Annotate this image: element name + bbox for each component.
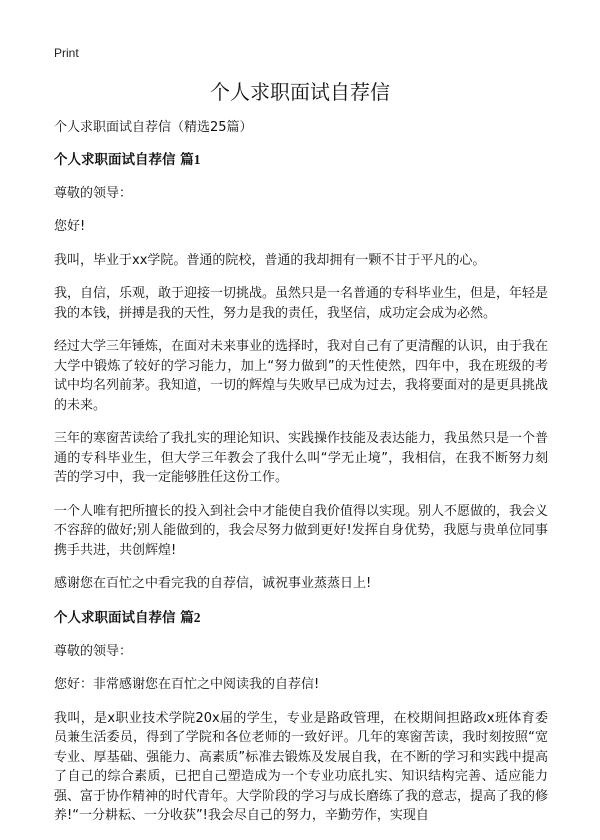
- paragraph: 三年的寒窗苦读给了我扎实的理论知识、实践操作技能及表达能力，我虽然只是一个普通的专科毕业生，但大学三年教会了我什么叫“学无止境”，我相信，在我不断努力刻苦的学习中，我一定能够胜任这份工作。: [54, 431, 549, 485]
- section-heading: [54, 608, 548, 628]
- letter-section-2: [54, 608, 548, 826]
- document-body: [54, 118, 548, 840]
- document-subtitle: 个人求职面试自荐信（精选25篇）: [54, 120, 253, 135]
- section-number: 1: [193, 151, 201, 167]
- document-title: 个人求职面试自荐信: [210, 80, 390, 104]
- greeting: 您好!: [54, 219, 86, 234]
- paragraph: 我，自信，乐观，敢于迎接一切挑战。虽然只是一名普通的专科毕业生，但是，年轻是我的本钱，拼搏是我的天性，努力是我的责任，我坚信，成功定会成为必然。: [54, 286, 549, 321]
- section-heading-text: 个人求职面试自荐信 篇: [54, 609, 194, 626]
- section-number: 2: [193, 609, 201, 625]
- section-heading: [54, 150, 548, 170]
- greeting: 您好：非常感谢您在百忙之中阅读我的自荐信!: [54, 677, 320, 692]
- paragraph: 我叫，是x职业技术学院20x届的学生，专业是路政管理，在校期间担路政x班体育委员兼生活委员，得到了学院和各位老师的一致好评。几年的寒窗苦读，我时刻按照“宽专业、厚基础、强能力、高素质”标准去锻炼及发展自我，在不断的学习和实践中提高了自己的综合素质，已把自己塑造成为一个专业功底扎实、知识结构完善、适应能力强、富于协作精神的时代青年。大学阶段的学习与成长磨练了我的意志，提高了我的修养!“一分耕耘、一分收获”!我会尽自己的努力，辛勤劳作，实现自: [54, 710, 549, 823]
- letter-section-1: [54, 150, 548, 594]
- paragraph: 经过大学三年锤炼，在面对未来事业的选择时，我对自己有了更清醒的认识，由于我在大学中锻炼了较好的学习能力，加上“努力做到”的天性使然，四年中，我在班级的考试中均名列前茅。我知道，一切的辉煌与失败早已成为过去，我将要面对的是更具挑战的未来。: [54, 339, 549, 413]
- salutation: 尊敬的领导：: [54, 643, 133, 659]
- paragraph: 我叫，毕业于xx学院。普通的院校，普通的我却拥有一颗不甘于平凡的心。: [54, 252, 486, 268]
- closing: 感谢您在百忙之中看完我的自荐信，诚祝事业蒸蒸日上!: [54, 576, 372, 591]
- print-label: Print: [54, 46, 79, 60]
- paragraph: 一个人唯有把所擅长的投入到社会中才能使自我价值得以实现。别人不愿做的，我会义不容辞的做好;别人能做到的，我会尽努力做到更好!发挥自身优势，我愿与贵单位同事携手共进，共创辉煌!: [54, 503, 549, 558]
- salutation: 尊敬的领导：: [54, 185, 133, 201]
- section-heading-text: 个人求职面试自荐信 篇: [54, 151, 194, 168]
